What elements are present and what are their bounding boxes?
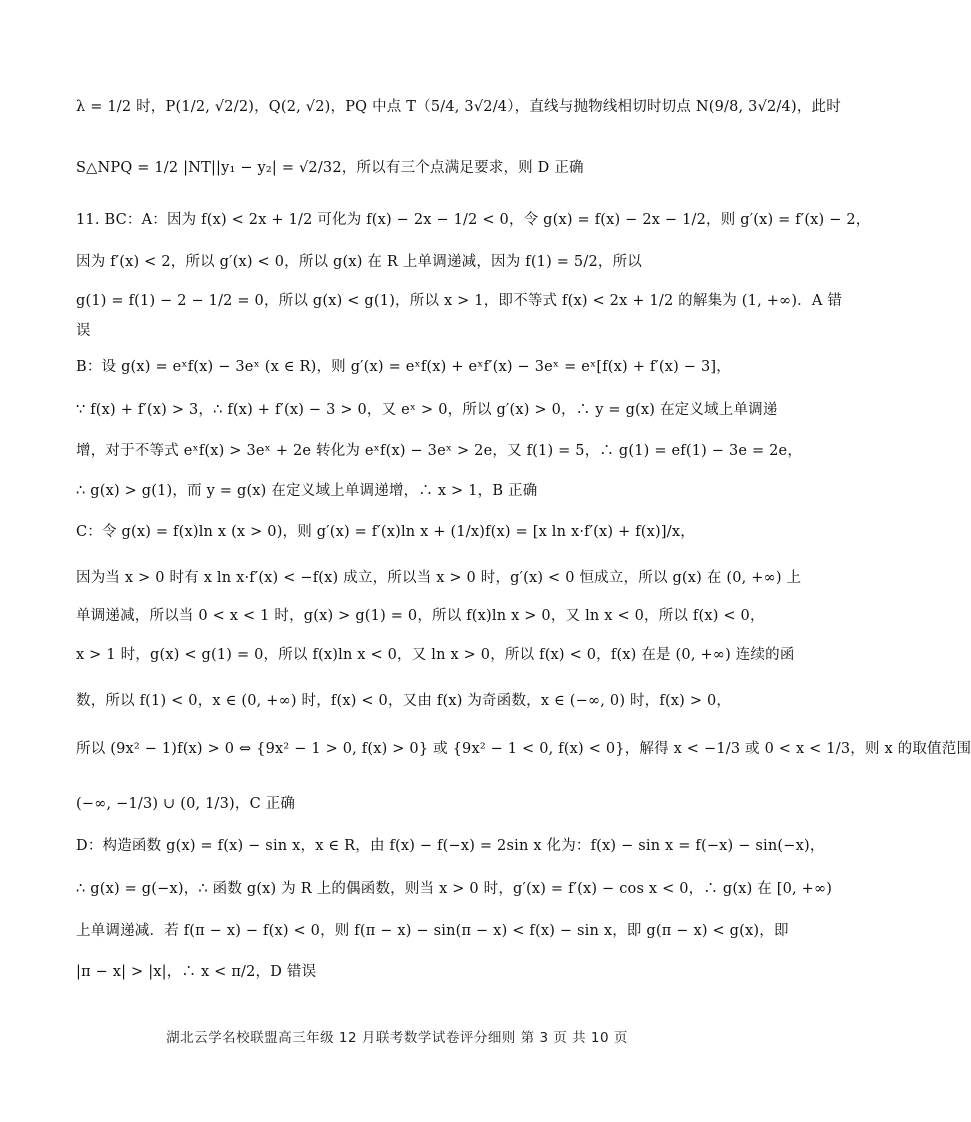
text-line-q11-a-decreasing: 因为 f′(x) < 2，所以 g′(x) < 0，所以 g(x) 在 R 上单调递减，因为 f(1) = 5/2，所以: [76, 254, 642, 270]
text-line-q11-c-intro: C：令 g(x) = f(x)ln x (x > 0)，则 g′(x) = f′(x)ln x + (1/x)f(x) = [x ln x·f′(x) + f(x)]/x，: [76, 524, 695, 540]
text-line-q11-c-case-small: 单调递减，所以当 0 < x < 1 时，g(x) > g(1) = 0，所以 f(x)ln x > 0，又 ln x < 0，所以 f(x) < 0，: [76, 608, 765, 624]
text-line-q11-d-intro: D：构造函数 g(x) = f(x) − sin x，x ∈ R，由 f(x) − f(−x) = 2sin x 化为：f(x) − sin x = f(−x) − sin(−x)，: [76, 838, 825, 854]
text-line-q11-d-wrong: |π − x| > |x|，∴ x < π/2，D 错误: [76, 964, 317, 980]
text-line-lambda-points: λ = 1/2 时，P(1/2, √2/2)，Q(2, √2)，PQ 中点 T（5/4, 3√2/4），直线与抛物线相切时切点 N(9/8, 3√2/4)，此时: [76, 99, 841, 115]
text-line-q11-c-case-large: x > 1 时，g(x) < g(1) = 0，所以 f(x)ln x < 0，又 ln x > 0，所以 f(x) < 0，f(x) 在是 (0, +∞) 连续的函: [76, 647, 795, 663]
text-line-q11-c-odd-function: 数，所以 f(1) < 0，x ∈ (0, +∞) 时，f(x) < 0，又由 f(x) 为奇函数，x ∈ (−∞, 0) 时，f(x) > 0，: [76, 693, 732, 709]
page-footer: 湖北云学名校联盟高三年级 12 月联考数学试卷评分细则 第 3 页 共 10 页: [166, 1030, 628, 1046]
text-line-q11-b-derivative: ∵ f(x) + f′(x) > 3，∴ f(x) + f′(x) − 3 > 0，又 eˣ > 0，所以 g′(x) > 0，∴ y = g(x) 在定义域上单调递: [76, 402, 778, 418]
text-line-q11-c-range: (−∞, −1/3) ∪ (0, 1/3)，C 正确: [76, 796, 296, 812]
text-line-q11-a-intro: 11. BC：A：因为 f(x) < 2x + 1/2 可化为 f(x) − 2x − 1/2 < 0，令 g(x) = f(x) − 2x − 1/2，则 g′(x) = f′(x) − 2，: [76, 212, 871, 228]
text-line-q11-c-system: 所以 (9x² − 1)f(x) > 0 ⇔ {9x² − 1 > 0, f(x) > 0} 或 {9x² − 1 < 0, f(x) < 0}，解得 x < −1/3 或 0 < x < 1/3，则 x 的取值范围: [76, 741, 971, 757]
text-line-q11-d-even: ∴ g(x) = g(−x)，∴ 函数 g(x) 为 R 上的偶函数，则当 x > 0 时，g′(x) = f′(x) − cos x < 0，∴ g(x) 在 [0, +∞): [76, 881, 833, 897]
text-line-q11-c-monotone: 因为当 x > 0 时有 x ln x·f′(x) < −f(x) 成立，所以当 x > 0 时，g′(x) < 0 恒成立，所以 g(x) 在 (0, +∞) 上: [76, 570, 802, 586]
text-line-q11-a-solution: g(1) = f(1) − 2 − 1/2 = 0，所以 g(x) < g(1)，所以 x > 1，即不等式 f(x) < 2x + 1/2 的解集为 (1, +∞)．A 错: [76, 293, 843, 309]
text-line-q11-a-wrong: 误: [76, 323, 91, 339]
text-line-q11-b-transform: 增，对于不等式 eˣf(x) > 3eˣ + 2e 转化为 eˣf(x) − 3eˣ > 2e，又 f(1) = 5，∴ g(1) = ef(1) − 3e = 2e，: [76, 443, 803, 459]
text-line-q11-b-intro: B：设 g(x) = eˣf(x) − 3eˣ (x ∈ R)，则 g′(x) = eˣf(x) + eˣf′(x) − 3eˣ = eˣ[f(x) + f′(x) − 3]，: [76, 359, 731, 375]
text-line-area-npq: S△NPQ = 1/2 |NT||y₁ − y₂| = √2/32，所以有三个点满足要求，则 D 正确: [76, 160, 584, 176]
text-line-q11-d-compare: 上单调递减．若 f(π − x) − f(x) < 0，则 f(π − x) − sin(π − x) < f(x) − sin x，即 g(π − x) < g(x)，即: [76, 923, 789, 939]
text-line-q11-b-correct: ∴ g(x) > g(1)，而 y = g(x) 在定义域上单调递增，∴ x > 1，B 正确: [76, 483, 538, 499]
